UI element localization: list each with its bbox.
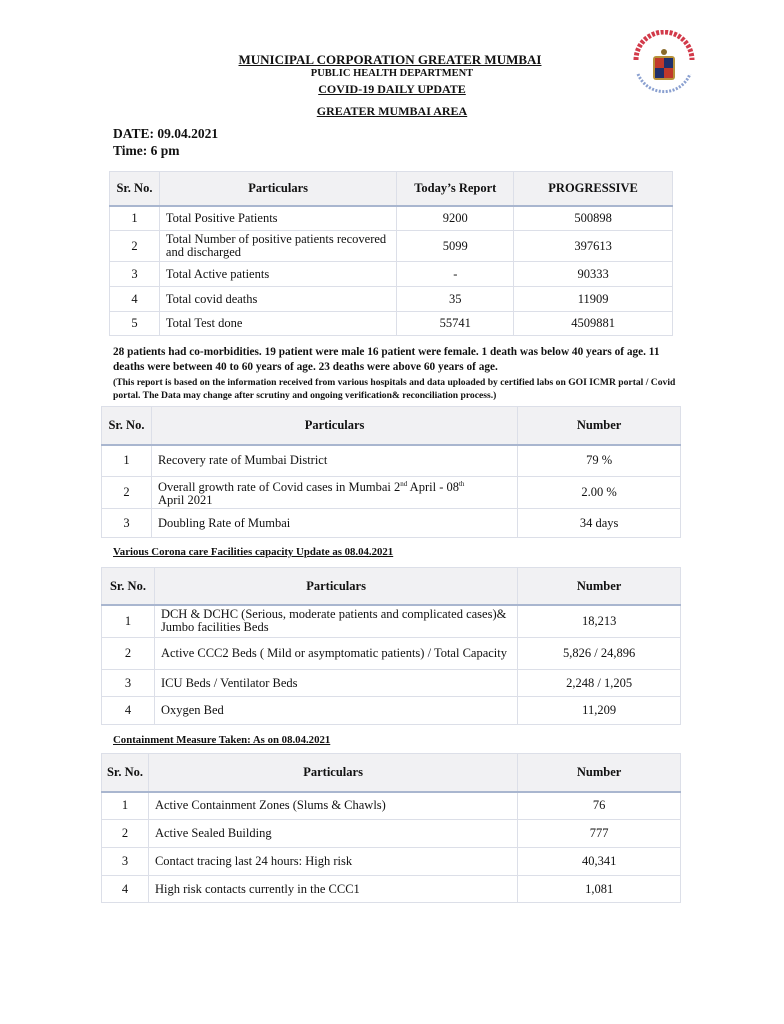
col-header-progressive: PROGRESSIVE: [514, 172, 673, 206]
containment-table: [101, 753, 681, 903]
cell-progressive: 397613: [514, 231, 673, 262]
col-header-number: Number: [518, 754, 681, 792]
col-header-today: Today’s Report: [397, 172, 514, 206]
cell-particular: Active Sealed Building: [148, 820, 517, 848]
text-part: April 2021: [157, 493, 213, 508]
facilities-table: [101, 567, 681, 725]
cell-number: 2.00 %: [518, 477, 681, 509]
cell-number: 11,209: [518, 697, 681, 725]
cell-particular: [151, 477, 517, 509]
mcgm-emblem-icon: [628, 30, 700, 102]
cell-number: 79 %: [518, 445, 681, 477]
cell-sr: 1: [102, 792, 149, 820]
area-title: GREATER MUMBAI AREA: [316, 104, 468, 118]
cell-today: 9200: [397, 206, 514, 231]
cell-particular: Contact tracing last 24 hours: High risk: [148, 848, 517, 876]
cell-number: 2,248 / 1,205: [518, 670, 681, 697]
cell-progressive: 4509881: [514, 312, 673, 336]
table-row: [102, 697, 681, 725]
cell-particular: Oxygen Bed: [154, 697, 517, 725]
cell-today: 35: [397, 287, 514, 312]
cell-sr: 2: [110, 231, 160, 262]
table-row: [102, 670, 681, 697]
report-date: DATE: 09.04.2021: [113, 126, 219, 141]
cell-sr: 4: [102, 697, 155, 725]
cell-sr: 1: [102, 605, 155, 638]
cell-sr: 1: [110, 206, 160, 231]
cell-sr: 4: [102, 876, 149, 903]
col-header-sr: Sr. No.: [102, 568, 155, 605]
col-header-particulars: Particulars: [151, 407, 517, 445]
cell-progressive: 11909: [514, 287, 673, 312]
table-row: [102, 445, 681, 477]
cell-number: 1,081: [518, 876, 681, 903]
cell-today: 5099: [397, 231, 514, 262]
cell-sr: 3: [102, 509, 152, 538]
facilities-section-title: Various Corona care Facilities capacity Update as 08.04.2021: [113, 546, 394, 558]
cell-particular: ICU Beds / Ventilator Beds: [154, 670, 517, 697]
table-row: [102, 509, 681, 538]
superscript: nd: [400, 479, 408, 488]
col-header-number: Number: [518, 407, 681, 445]
table-row: [102, 820, 681, 848]
table-row: [102, 876, 681, 903]
rates-table: [101, 406, 681, 538]
report-time: Time: 6 pm: [113, 143, 180, 158]
cell-sr: 4: [110, 287, 160, 312]
disclaimer-note: (This report is based on the information received from various hospitals and data uploaded by certified labs on GOI ICMR portal / Covid portal. The Data may change after scrutiny and ongoing verification& reconciliation process.): [113, 377, 676, 401]
table-row: [110, 262, 673, 287]
col-header-number: Number: [518, 568, 681, 605]
table-header-row: [102, 407, 681, 445]
cell-particular: Total covid deaths: [159, 287, 396, 312]
cell-particular: Active Containment Zones (Slums & Chawls): [148, 792, 517, 820]
containment-section-title: Containment Measure Taken: As on 08.04.2021: [113, 734, 331, 746]
table-row: [110, 231, 673, 262]
cell-particular: Recovery rate of Mumbai District: [151, 445, 517, 477]
cell-particular: Total Positive Patients: [159, 206, 396, 231]
cell-sr: 2: [102, 477, 152, 509]
cell-today: -: [397, 262, 514, 287]
table-row: [102, 477, 681, 509]
table-row: [102, 638, 681, 670]
cell-sr: 2: [102, 638, 155, 670]
col-header-particulars: Particulars: [159, 172, 396, 206]
cell-number: 777: [518, 820, 681, 848]
table-row: [102, 792, 681, 820]
report-title: COVID-19 DAILY UPDATE: [318, 82, 466, 96]
table-row: [110, 206, 673, 231]
superscript: th: [458, 479, 465, 488]
cell-number: 40,341: [518, 848, 681, 876]
cell-particular: Total Active patients: [159, 262, 396, 287]
cell-sr: 2: [102, 820, 149, 848]
text-part: April - 08: [407, 480, 459, 495]
col-header-sr: Sr. No.: [102, 407, 152, 445]
cell-particular: Active CCC2 Beds ( Mild or asymptomatic patients) / Total Capacity: [154, 638, 517, 670]
cell-number: 34 days: [518, 509, 681, 538]
org-title: MUNICIPAL CORPORATION GREATER MUMBAI: [238, 52, 542, 67]
table-header-row: [110, 172, 673, 206]
col-header-particulars: Particulars: [154, 568, 517, 605]
cell-sr: 5: [110, 312, 160, 336]
cell-progressive: 90333: [514, 262, 673, 287]
cell-particular: High risk contacts currently in the CCC1: [148, 876, 517, 903]
cell-sr: 3: [102, 670, 155, 697]
dept-title: PUBLIC HEALTH DEPARTMENT: [310, 68, 474, 79]
table-header-row: [102, 754, 681, 792]
daily-summary-table: [109, 171, 673, 336]
cell-particular: DCH & DCHC (Serious, moderate patients and complicated cases)& Jumbo facilities Beds: [154, 605, 517, 638]
cell-progressive: 500898: [514, 206, 673, 231]
table-row: [110, 312, 673, 336]
cell-today: 55741: [397, 312, 514, 336]
col-header-particulars: Particulars: [148, 754, 517, 792]
table-row: [110, 287, 673, 312]
cell-sr: 3: [110, 262, 160, 287]
deaths-note: 28 patients had co-morbidities. 19 patient were male 16 patient were female. 1 death was below 40 years of age. 11 deaths were between 40 to 60 years of age. 23 deaths were above 60 years of age.: [113, 346, 660, 373]
table-header-row: [102, 568, 681, 605]
cell-number: 76: [518, 792, 681, 820]
text-part: Overall growth rate of Covid cases in Mumbai 2: [157, 480, 401, 495]
cell-sr: 1: [102, 445, 152, 477]
cell-number: 18,213: [518, 605, 681, 638]
cell-particular: Doubling Rate of Mumbai: [151, 509, 517, 538]
table-row: [102, 605, 681, 638]
col-header-sr: Sr. No.: [102, 754, 149, 792]
cell-particular: Total Number of positive patients recovered and discharged: [159, 231, 396, 262]
col-header-sr: Sr. No.: [110, 172, 160, 206]
cell-number: 5,826 / 24,896: [518, 638, 681, 670]
cell-sr: 3: [102, 848, 149, 876]
table-row: [102, 848, 681, 876]
cell-particular: Total Test done: [159, 312, 396, 336]
